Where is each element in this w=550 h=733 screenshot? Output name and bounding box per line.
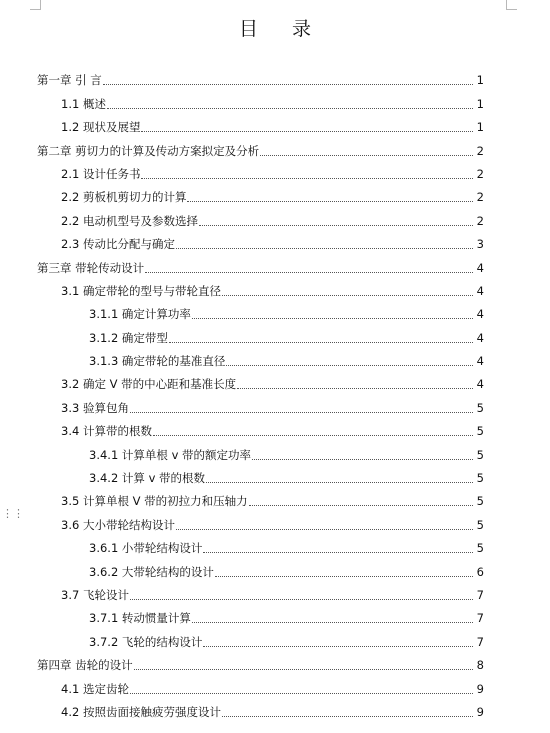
toc-entry[interactable]: [0, 532, 550, 555]
toc-entry-page-number: 6: [476, 564, 484, 579]
toc-dot-leader: [203, 646, 473, 647]
toc-entry-title: 2.2 剪板机剪切力的计算: [61, 190, 187, 205]
toc-entry[interactable]: [0, 87, 550, 110]
toc-entry[interactable]: [0, 579, 550, 602]
toc-dot-leader: [252, 459, 473, 460]
toc-entry[interactable]: [0, 111, 550, 134]
toc-entry-page-number: 5: [476, 400, 484, 415]
toc-entry-page-number: 4: [476, 260, 484, 275]
toc-entry-title: 3.4.1 计算单根 v 带的额定功率: [89, 447, 252, 462]
toc-entry[interactable]: [0, 462, 550, 485]
toc-dot-leader: [199, 225, 473, 226]
toc-entry-title: 3.4 计算带的根数: [61, 424, 152, 439]
toc-entry-page-number: 5: [476, 471, 484, 486]
toc-entry-page-number: 1: [476, 120, 484, 135]
toc-dot-leader: [130, 412, 473, 413]
toc-entry-page-number: 4: [476, 307, 484, 322]
toc-dot-leader: [103, 84, 473, 85]
toc-entry-page-number: 7: [476, 634, 484, 649]
toc-entry-page-number: 5: [476, 424, 484, 439]
toc-entry[interactable]: [0, 251, 550, 274]
toc-entry-title: 3.1.3 确定带轮的基准直径: [89, 354, 226, 369]
toc-entry[interactable]: [0, 391, 550, 414]
toc-dot-leader: [192, 318, 473, 319]
toc-entry[interactable]: [0, 438, 550, 461]
toc-entry-page-number: 2: [476, 166, 484, 181]
toc-dot-leader: [107, 108, 473, 109]
toc-dot-leader: [206, 482, 473, 483]
toc-entry-page-number: 9: [476, 704, 484, 719]
toc-entry-title: 2.1 设计任务书: [61, 166, 141, 181]
toc-entry[interactable]: [0, 345, 550, 368]
toc-entry[interactable]: [0, 158, 550, 181]
toc-entry-title: 3.7.2 飞轮的结构设计: [89, 634, 203, 649]
toc-entry[interactable]: [0, 485, 550, 508]
toc-entry-page-number: 2: [476, 213, 484, 228]
table-of-contents: [0, 64, 550, 719]
toc-dot-leader: [249, 505, 473, 506]
toc-dot-leader: [176, 248, 473, 249]
toc-entry-title: 2.2 电动机型号及参数选择: [61, 213, 198, 228]
toc-entry-title: 3.6 大小带轮结构设计: [61, 517, 175, 532]
toc-dot-leader: [226, 365, 473, 366]
toc-entry-title: 3.2 确定 V 带的中心距和基准长度: [61, 377, 237, 392]
toc-entry-page-number: 9: [476, 681, 484, 696]
toc-entry-page-number: 5: [476, 517, 484, 532]
toc-entry[interactable]: [0, 555, 550, 578]
toc-entry[interactable]: [0, 275, 550, 298]
toc-entry-title: 4.2 按照齿面接触疲劳强度设计: [61, 704, 221, 719]
toc-dot-leader: [222, 716, 473, 717]
toc-dot-leader: [203, 552, 473, 553]
toc-entry-title: 3.4.2 计算 v 带的根数: [89, 471, 206, 486]
toc-entry-page-number: 5: [476, 494, 484, 509]
toc-entry-page-number: 4: [476, 377, 484, 392]
toc-dot-leader: [130, 599, 473, 600]
toc-entry[interactable]: [0, 204, 550, 227]
toc-entry-page-number: 8: [476, 658, 484, 673]
toc-dot-leader: [187, 201, 473, 202]
toc-dot-leader: [176, 529, 473, 530]
toc-entry[interactable]: [0, 64, 550, 87]
toc-entry-title: 3.1.2 确定带型: [89, 330, 168, 345]
toc-entry-page-number: 5: [476, 447, 484, 462]
toc-entry-title: 第二章 剪切力的计算及传动方案拟定及分析: [37, 143, 260, 158]
toc-dot-leader: [222, 295, 473, 296]
toc-entry-page-number: 1: [476, 73, 484, 88]
toc-dot-leader: [145, 272, 473, 273]
toc-entry-page-number: 7: [476, 587, 484, 602]
toc-entry-title: 3.3 验算包角: [61, 400, 129, 415]
toc-entry[interactable]: [0, 672, 550, 695]
toc-dot-leader: [153, 435, 473, 436]
toc-entry-title: 1.1 概述: [61, 96, 106, 111]
toc-dot-leader: [130, 693, 473, 694]
toc-dot-leader: [141, 131, 473, 132]
toc-dot-leader: [141, 178, 473, 179]
toc-entry-page-number: 4: [476, 283, 484, 298]
toc-entry[interactable]: [0, 368, 550, 391]
toc-entry[interactable]: [0, 649, 550, 672]
toc-entry-title: 3.7.1 转动惯量计算: [89, 611, 191, 626]
toc-dot-leader: [237, 388, 473, 389]
toc-entry-title: 3.1.1 确定计算功率: [89, 307, 191, 322]
toc-entry[interactable]: [0, 321, 550, 344]
toc-entry[interactable]: [0, 625, 550, 648]
toc-dot-leader: [260, 155, 473, 156]
toc-dot-leader: [192, 622, 473, 623]
toc-dot-leader: [169, 342, 473, 343]
toc-entry[interactable]: [0, 181, 550, 204]
toc-entry[interactable]: [0, 228, 550, 251]
toc-entry[interactable]: [0, 602, 550, 625]
page-corner-mark-right: [506, 0, 517, 10]
toc-entry-page-number: 4: [476, 330, 484, 345]
toc-entry-title: 第三章 带轮传动设计: [37, 260, 145, 275]
toc-entry[interactable]: [0, 298, 550, 321]
page-title: 目 录: [238, 18, 326, 40]
toc-entry-page-number: 2: [476, 190, 484, 205]
toc-entry-page-number: 4: [476, 354, 484, 369]
toc-entry-title: 1.2 现状及展望: [61, 120, 141, 135]
toc-entry-title: 第四章 齿轮的设计: [37, 658, 133, 673]
toc-entry[interactable]: [0, 508, 550, 531]
toc-entry[interactable]: [0, 415, 550, 438]
toc-entry-title: 3.6.2 大带轮结构的设计: [89, 564, 214, 579]
drag-handle-icon[interactable]: ⋮⋮: [2, 507, 24, 520]
toc-dot-leader: [134, 669, 473, 670]
toc-entry[interactable]: [0, 696, 550, 719]
toc-entry[interactable]: [0, 134, 550, 157]
toc-entry-title: 第一章 引 言: [37, 73, 102, 88]
toc-entry-title: 4.1 选定齿轮: [61, 681, 129, 696]
page-corner-mark-left: [30, 0, 41, 10]
toc-entry-page-number: 5: [476, 541, 484, 556]
toc-entry-title: 3.7 飞轮设计: [61, 587, 129, 602]
toc-entry-title: 3.1 确定带轮的型号与带轮直径: [61, 283, 221, 298]
toc-dot-leader: [215, 576, 473, 577]
toc-entry-title: 2.3 传动比分配与确定: [61, 237, 175, 252]
toc-entry-page-number: 1: [476, 96, 484, 111]
toc-entry-title: 3.5 计算单根 V 带的初拉力和压轴力: [61, 494, 248, 509]
toc-entry-page-number: 3: [476, 237, 484, 252]
toc-entry-title: 3.6.1 小带轮结构设计: [89, 541, 203, 556]
toc-entry-page-number: 2: [476, 143, 484, 158]
toc-entry-page-number: 7: [476, 611, 484, 626]
